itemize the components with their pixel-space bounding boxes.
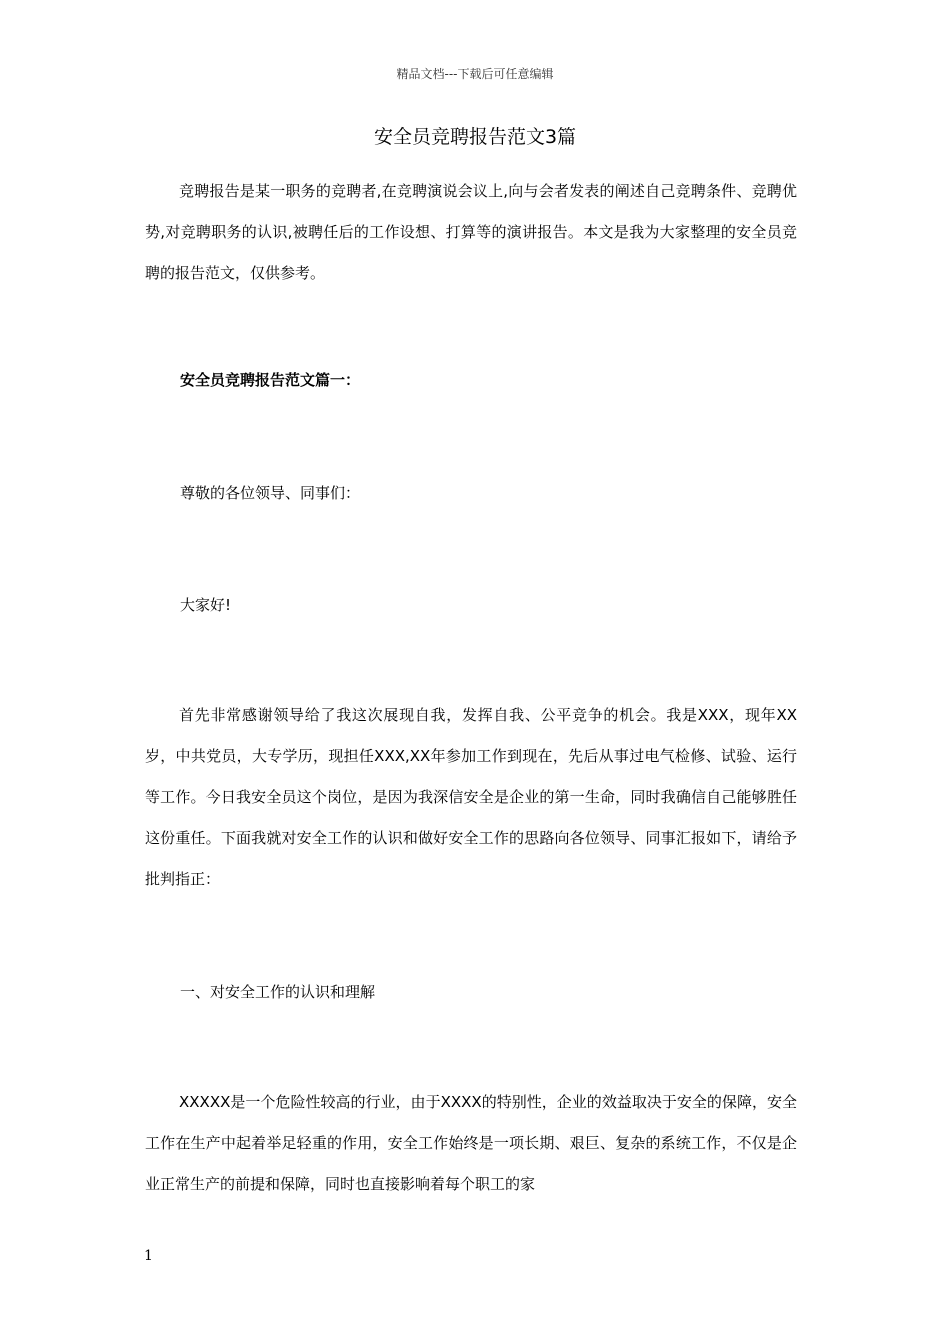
body-paragraph-1: 首先非常感谢领导给了我这次展现自我，发挥自我、公平竞争的机会。我是XXX，现年XX岁，中共党员，大专学历，现担任XXX,XX年参加工作到现在，先后从事过电气检修、试验、运行等工作。今日我安全员这个岗位，是因为我深信安全是企业的第一生命，同时我确信自己能够胜任这份重任。下面我就对安全工作的认识和做好安全工作的思路向各位领导、同事汇报如下，请给予批判指正：	[145, 706, 797, 888]
salutation: 尊敬的各位领导、同事们：	[180, 484, 361, 502]
intro-paragraph: 竞聘报告是某一职务的竞聘者,在竞聘演说会议上,向与会者发表的阐述自己竞聘条件、竞聘优势,对竞聘职务的认识,被聘任后的工作设想、打算等的演讲报告。本文是我为大家整理的安全员竞聘的报告范文，仅供参考。	[145, 182, 797, 282]
subheading-1: 一、对安全工作的认识和理解	[180, 983, 376, 1001]
page-number: 1	[144, 1248, 153, 1264]
document-title: 安全员竞聘报告范文3篇	[373, 126, 577, 148]
body-paragraph-2: XXXXX是一个危险性较高的行业，由于XXXX的特别性，企业的效益取决于安全的保障，安全工作在生产中起着举足轻重的作用，安全工作始终是一项长期、艰巨、复杂的系统工作，不仅是企业正常生产的前提和保障，同时也直接影响着每个职工的家	[145, 1093, 797, 1193]
section-heading: 安全员竞聘报告范文篇一：	[180, 371, 361, 389]
greeting: 大家好!	[180, 596, 232, 614]
page-header: 精品文档---下载后可任意编辑	[396, 67, 554, 81]
